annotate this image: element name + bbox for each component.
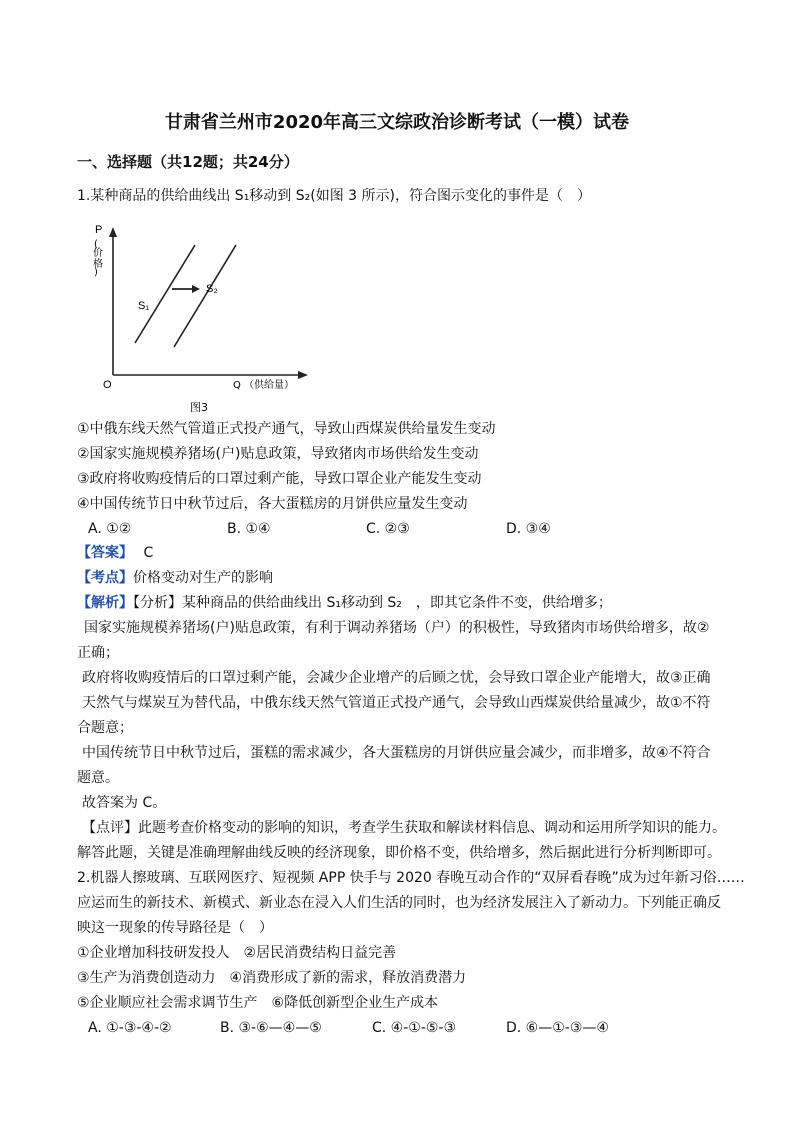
q1-item-2: ②国家实施规模养猪场(户)贴息政策，导致猪肉市场供给发生变动 bbox=[77, 446, 479, 462]
answer-value: C bbox=[143, 545, 154, 561]
analysis-line-3: 正确； bbox=[77, 645, 119, 661]
origin-label: O bbox=[103, 379, 112, 391]
q2-stem-1: 2.机器人擦玻璃、互联网医疗、短视频 APP 快手与 2020 春晚互动合作的“双屏看春晚”成为过年新习俗…… bbox=[77, 870, 745, 886]
q2-stem-3: 映这一现象的传导路径是（ ） bbox=[77, 920, 273, 936]
q1-option-c[interactable]: C. ②③ bbox=[366, 521, 410, 537]
y-label-price-char2: 格 bbox=[93, 259, 103, 270]
q2-item-3: ⑤企业顺应社会需求调节生产 ⑥降低创新型企业生产成本 bbox=[77, 995, 439, 1011]
section-heading: 一、选择题（共12题；共24分） bbox=[77, 153, 299, 171]
answer-tag: 【答案】 bbox=[77, 545, 133, 561]
analysis-tag: 【解析】 bbox=[77, 595, 133, 611]
analysis-line-7: 中国传统节日中秋节过后，蛋糕的需求减少，各大蛋糕房的月饼供应量会减少，而非增多，故④不符合 bbox=[82, 745, 711, 761]
analysis-line-4: 政府将收购疫情后的口罩过剩产能，会减少企业增产的后顾之忧，会导致口罩企业产能增大，故③正确 bbox=[82, 670, 711, 686]
q1-item-4: ④中国传统节日中秋节过后，各大蛋糕房的月饼供应量发生变动 bbox=[77, 496, 468, 512]
comment-line-2: 解答此题，关键是准确理解曲线反映的经济现象，即价格不变，供给增多，然后据此进行分析判断即可。 bbox=[77, 845, 721, 861]
point-value: 价格变动对生产的影响 bbox=[133, 570, 273, 586]
s2-label: S₂ bbox=[206, 283, 218, 295]
q1-option-d[interactable]: D. ③④ bbox=[506, 521, 551, 537]
analysis-line-8: 题意。 bbox=[77, 770, 119, 786]
q1-option-a[interactable]: A. ①② bbox=[88, 521, 132, 537]
figure-caption: 图3 bbox=[190, 401, 208, 414]
analysis-line-9: 故答案为 C。 bbox=[82, 795, 167, 811]
s2-curve bbox=[174, 245, 236, 347]
q1-analysis-row bbox=[77, 593, 612, 613]
q1-item-1: ①中俄东线天然气管道正式投产通气，导致山西煤炭供给量发生变动 bbox=[77, 421, 496, 437]
y-label-price-char1: 价 bbox=[93, 248, 103, 259]
x-axis-arrow bbox=[298, 371, 308, 379]
y-axis-arrow bbox=[109, 227, 117, 237]
analysis-line-6: 合题意； bbox=[77, 720, 133, 736]
x-axis-label: Q （供给量） bbox=[233, 380, 295, 391]
q2-stem-2: 应运而生的新技术、新模式、新业态在浸入人们生活的同时，也为经济发展注入了新动力。下列能正确反 bbox=[77, 895, 721, 911]
q1-item-3: ③政府将收购疫情后的口罩过剩产能，导致口罩企业产能发生变动 bbox=[77, 471, 482, 487]
analysis-line-1: 【分析】某种商品的供给曲线出 S₁移动到 S₂ ，即其它条件不变，供给增多； bbox=[133, 595, 612, 611]
supply-curve-figure bbox=[90, 225, 320, 424]
y-label-p: P bbox=[95, 225, 103, 236]
q2-option-b[interactable]: B. ③-⑥—④—⑤ bbox=[220, 1020, 322, 1036]
analysis-line-5: 天然气与煤炭互为替代品，中俄东线天然气管道正式投产通气，会导致山西煤炭供给量减少，故①不符 bbox=[82, 695, 711, 711]
q1-stem: 1.某种商品的供给曲线出 S₁移动到 S₂(如图 3 所示)，符合图示变化的事件是（ ） bbox=[77, 188, 591, 204]
q1-point-row bbox=[77, 568, 273, 588]
shift-arrow-head bbox=[192, 285, 200, 293]
point-tag: 【考点】 bbox=[77, 570, 133, 586]
s1-label: S₁ bbox=[138, 300, 150, 312]
q2-item-1: ①企业增加科技研发投人 ②居民消费结构日益完善 bbox=[77, 945, 397, 961]
page-title: 甘肃省兰州市2020年高三文综政治诊断考试（一模）试卷 bbox=[164, 112, 630, 133]
q2-item-2: ③生产为消费创造动力 ④消费形成了新的需求，释放消费潜力 bbox=[77, 970, 467, 986]
q1-option-b[interactable]: B. ①④ bbox=[227, 521, 271, 537]
supply-curve-svg bbox=[90, 225, 320, 420]
q1-answer-row bbox=[77, 543, 153, 563]
q2-option-a[interactable]: A. ①-③-④-② bbox=[88, 1020, 172, 1036]
q2-option-c[interactable]: C. ④-①-⑤-③ bbox=[372, 1020, 457, 1036]
analysis-line-2: 国家实施规模养猪场(户)贴息政策，有利于调动养猪场（户）的积极性，导致猪肉市场供给增多，故② bbox=[84, 620, 710, 636]
q2-option-d[interactable]: D. ⑥—①-③—④ bbox=[506, 1020, 609, 1036]
y-label-price-1: ( bbox=[94, 239, 98, 250]
y-label-price-close: ) bbox=[94, 267, 98, 278]
comment-line-1: 【点评】此题考查价格变动的影响的知识，考查学生获取和解读材料信息、调动和运用所学知识的能力。 bbox=[82, 820, 726, 836]
